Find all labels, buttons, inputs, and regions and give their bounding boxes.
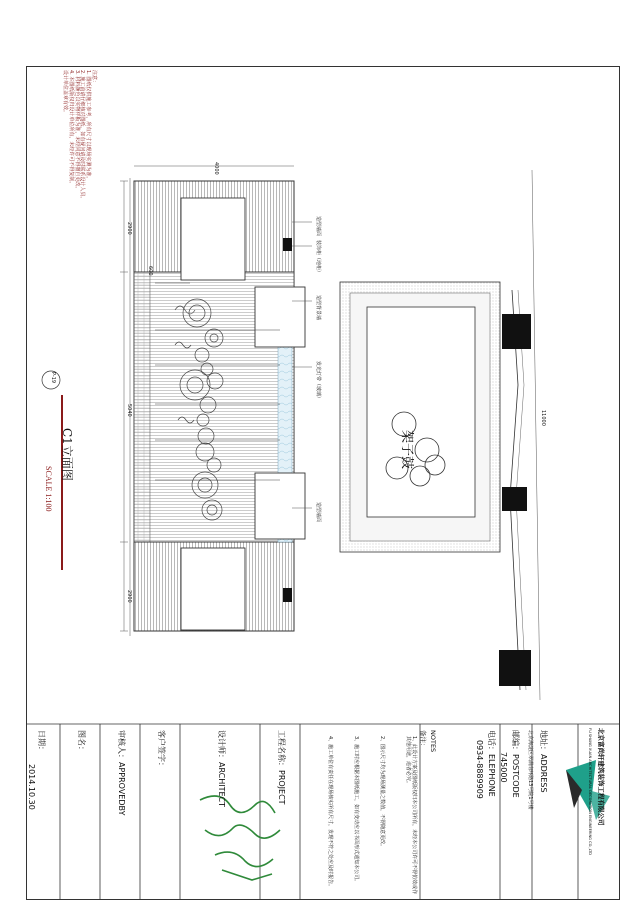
note-4: 4、施工单位有责任在现场核实所有尺寸，发现不符之处应及时报告。 <box>327 736 333 890</box>
client-label: 客户签字： <box>157 730 166 770</box>
callout-2: 装饰柜（地柜） <box>315 240 321 276</box>
callout-3: 造型背景墙 <box>315 295 321 321</box>
date-value: 2014.10.30 <box>27 764 36 810</box>
dim-left-mid: 5040 <box>126 404 132 417</box>
stamp-text: 注意： 1. 图纸仅供施工参考，所有尺寸以现场实测为准。 2. 施工前请仔细核对图纸，如有疑问请及时联系设计人员。 3. 材料颜色以实物样板为准，未经同意不得擅自更改。 4. 本图纸版权归设计单位所有，未经许可不得复制。 设计单位盖章有效。 <box>62 70 97 202</box>
dim-right-long: 11000 <box>540 410 546 426</box>
callout-5: 造型墙面 <box>315 502 321 523</box>
callout-1: 造型墙面 <box>315 216 321 237</box>
ref-tag: P-19 <box>50 372 56 384</box>
phone-value: 0934-8889909 <box>475 740 484 799</box>
dim-top: 4000 <box>213 162 219 175</box>
designer-signature <box>200 796 280 880</box>
elevation-wall <box>120 166 312 636</box>
architect-label: 设计师：ARCHITECT <box>217 730 226 808</box>
ground-line <box>499 170 540 700</box>
drawing-name-label: 图名： <box>77 730 86 754</box>
dim-left-small: 600 <box>147 266 153 276</box>
date-label: 日期： <box>37 730 46 754</box>
drawing-title: C1立面图 <box>60 428 74 481</box>
drawing-scale: SCALE 1:100 <box>44 466 53 512</box>
dim-left-top: 2900 <box>126 222 132 235</box>
stage-label: 架子鼓 <box>399 430 414 470</box>
note-1: 1、此设计方案及图纸版权归本公司所有，未经本公司许可不得仿效或作其他用途，违者必究。 <box>405 736 417 895</box>
stage-plan <box>340 282 500 552</box>
project-label: 工程名称：PROJECT <box>277 730 286 805</box>
address-value: 北京海淀区翠湖南环路13号院1号楼 <box>527 730 533 810</box>
notes-title: NOTES <box>429 730 437 753</box>
dim-left-bottom: 2900 <box>126 590 132 603</box>
postcode-value: 745000 <box>499 752 508 783</box>
company-name-cn: 北京富尚轩建筑装饰工程有限公司 <box>597 728 605 826</box>
notes-label: 备注： <box>419 730 427 750</box>
company-name-en: FU SHANG XUAN ARCHITECTURAL DECORATION ENGINEERING CO.,LTD <box>588 728 592 856</box>
callout-4: 发光灯带（玻璃） <box>315 361 321 402</box>
note-2: 2、图示尺寸均为现场测量之数值，不得随意更改。 <box>379 736 385 850</box>
phone-label: 电话：ELEPHONE <box>487 730 496 797</box>
postcode-label: 邮编：POSTCODE <box>511 730 520 798</box>
note-3: 3、施工时应根据本图纸施工，如有变动应以书面形式通知本公司。 <box>353 736 359 885</box>
approved-label: 审核人：APPROVEDBY <box>117 730 126 816</box>
address-label: 地址：ADDRESS <box>539 730 548 793</box>
